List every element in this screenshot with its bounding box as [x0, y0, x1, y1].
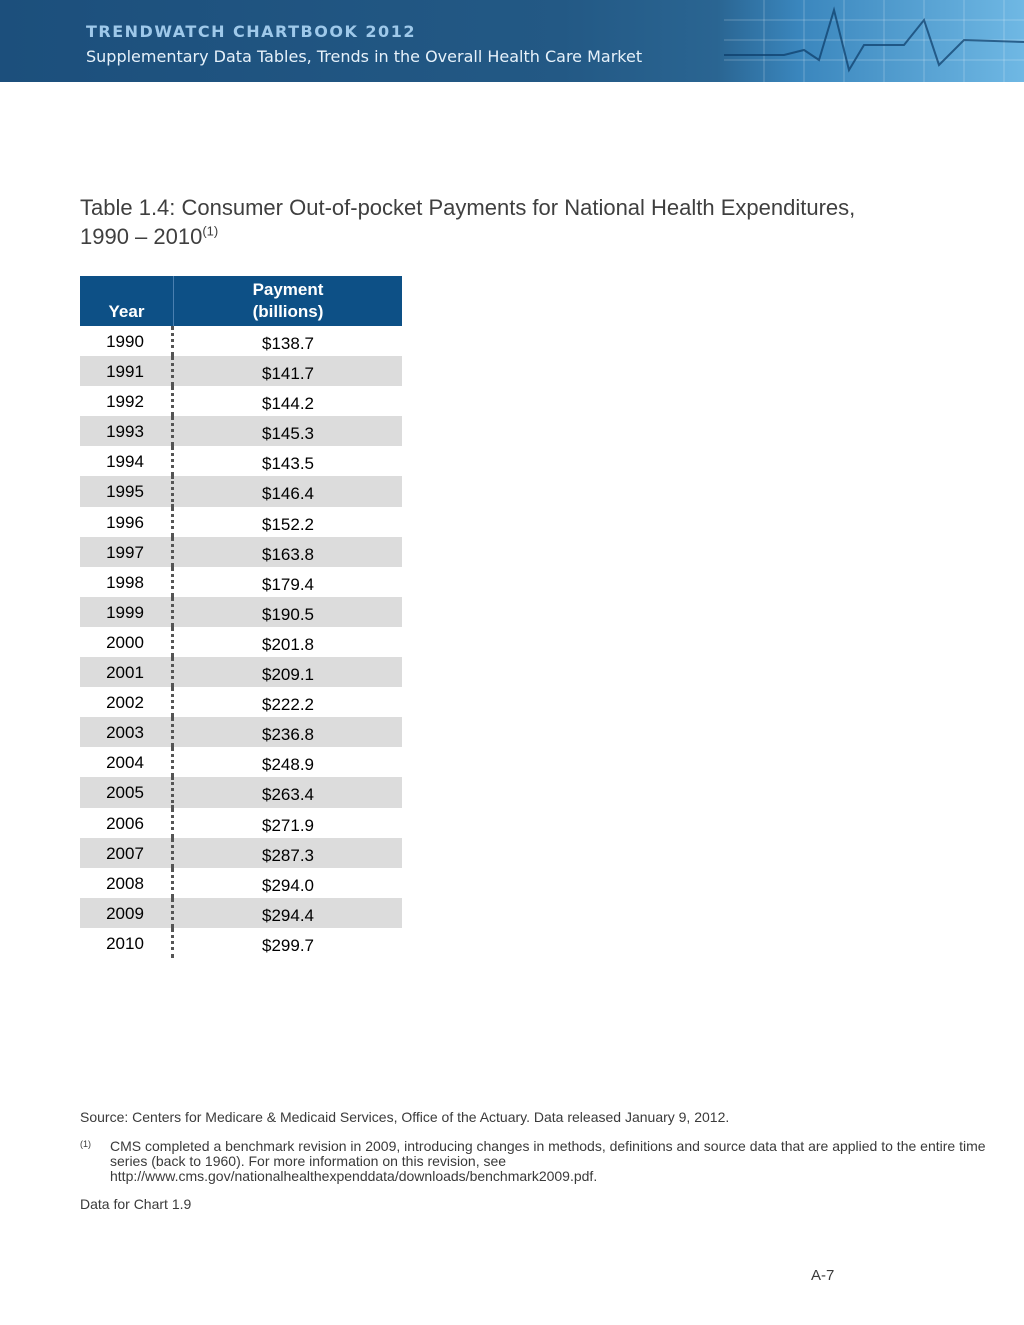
year-cell: 1994 [80, 446, 174, 476]
year-cell: 1992 [80, 386, 174, 416]
table-row [80, 657, 402, 687]
table-row [80, 356, 402, 386]
table-row [80, 928, 402, 958]
footnote-mark: (1) [80, 1139, 91, 1149]
payment-cell: $201.8 [262, 634, 314, 654]
table-row [80, 627, 402, 657]
table-caption-line2: 1990 – 2010 [80, 224, 203, 249]
table-row [80, 687, 402, 717]
table-row [80, 597, 402, 627]
year-cell: 2007 [80, 838, 174, 868]
payment-cell: $179.4 [262, 574, 314, 594]
table-row [80, 567, 402, 597]
footnote-ref: (1) [202, 223, 219, 239]
table-row [80, 898, 402, 928]
payment-cell: $144.2 [262, 394, 314, 414]
payment-cell: $152.2 [262, 514, 314, 534]
table-row [80, 416, 402, 446]
year-cell: 2002 [80, 687, 174, 717]
payment-cell: $263.4 [262, 785, 314, 805]
payment-cell: $287.3 [262, 845, 314, 865]
year-cell: 1998 [80, 567, 174, 597]
data-for-chart-note: Data for Chart 1.9 [80, 1196, 192, 1212]
footnote-text: CMS completed a benchmark revision in 2009, introducing changes in methods, definitions and source data that are applied to the entire time series (back to 1960). For more information on this revision, see http://www.cms.gov/nationalhealthexpenddata/downloads/benchmark2009.pdf. [110, 1138, 986, 1184]
source-note: Source: Centers for Medicare & Medicaid Services, Office of the Actuary. Data released January 9, 2012. [80, 1109, 730, 1125]
payment-cell: $271.9 [262, 815, 314, 835]
payment-cell: $222.2 [262, 695, 314, 715]
payment-column-header [174, 276, 402, 326]
table-body [80, 326, 402, 958]
year-cell: 1995 [80, 476, 174, 506]
payment-cell: $236.8 [262, 725, 314, 745]
table-row [80, 326, 402, 356]
table-row [80, 386, 402, 416]
year-cell: 2003 [80, 717, 174, 747]
payment-header-line2: (billions) [252, 302, 324, 321]
year-cell: 2009 [80, 898, 174, 928]
payment-cell: $146.4 [262, 484, 314, 504]
year-cell: 2001 [80, 657, 174, 687]
payment-header-line1: Payment [252, 280, 324, 299]
year-cell: 2008 [80, 868, 174, 898]
year-cell: 2010 [80, 928, 174, 958]
year-cell: 1996 [80, 507, 174, 537]
chartbook-subtitle: Supplementary Data Tables, Trends in the Overall Health Care Market [86, 47, 643, 66]
payment-cell: $299.7 [262, 935, 314, 955]
table-caption-line1: Table 1.4: Consumer Out-of-pocket Payments for National Health Expenditures, [80, 195, 856, 220]
table-row [80, 777, 402, 807]
payment-cell: $209.1 [262, 665, 314, 685]
payment-cell: $190.5 [262, 604, 314, 624]
payments-table [80, 276, 402, 958]
table-header [80, 276, 402, 326]
table-caption [80, 193, 960, 251]
year-cell: 2005 [80, 777, 174, 807]
payment-cell: $248.9 [262, 755, 314, 775]
payment-cell: $138.7 [262, 334, 314, 353]
payment-cell: $143.5 [262, 454, 314, 474]
table-row [80, 446, 402, 476]
year-column-header: Year [80, 276, 174, 326]
year-cell: 2006 [80, 808, 174, 838]
table-row [80, 838, 402, 868]
header-banner [0, 0, 1024, 82]
payment-cell: $294.4 [262, 905, 314, 925]
year-cell: 1993 [80, 416, 174, 446]
table-row [80, 537, 402, 567]
payment-cell: $163.8 [262, 544, 314, 564]
table-row [80, 808, 402, 838]
payment-cell: $294.0 [262, 875, 314, 895]
payment-cell: $141.7 [262, 364, 314, 384]
year-cell: 1990 [80, 326, 174, 356]
year-cell: 1997 [80, 537, 174, 567]
table-row [80, 476, 402, 506]
year-cell: 2000 [80, 627, 174, 657]
table-row [80, 747, 402, 777]
table-row [80, 717, 402, 747]
ecg-wave-graphic [724, 0, 1024, 82]
table-row [80, 868, 402, 898]
year-cell: 1999 [80, 597, 174, 627]
page-number: A-7 [811, 1267, 835, 1284]
chartbook-title: TRENDWATCH CHARTBOOK 2012 [86, 22, 416, 41]
year-cell: 2004 [80, 747, 174, 777]
table-row [80, 507, 402, 537]
year-cell: 1991 [80, 356, 174, 386]
payment-cell: $145.3 [262, 424, 314, 444]
